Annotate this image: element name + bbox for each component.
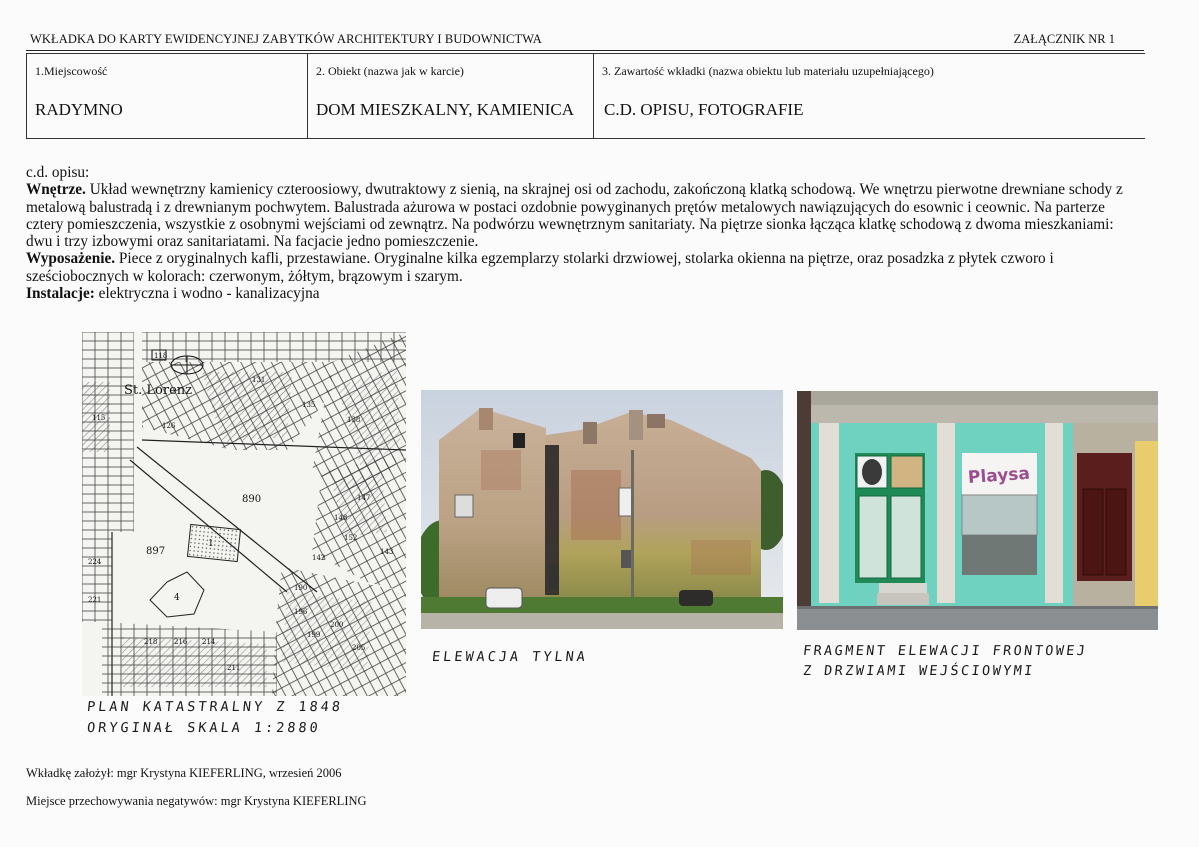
map-label: 1 <box>208 539 214 549</box>
installations-heading: Instalacje: <box>26 285 95 303</box>
front-elevation-photo <box>797 391 1158 630</box>
map-label: 216 <box>174 638 188 646</box>
field-value: C.D. OPISU, FOTOGRAFIE <box>604 100 804 119</box>
map-label: 199 <box>307 631 321 639</box>
map-label: 218 <box>144 638 158 646</box>
header-divider <box>26 50 1144 51</box>
annex-number: ZAŁĄCZNIK NR 1 <box>1013 32 1115 46</box>
rear-caption: ELEWACJA TYLNA <box>431 649 589 665</box>
equipment-text: Piece z oryginalnych kafli, przestawiane. Oryginalne kilka egzemplarzy stolarki drzwiowej, stolarka okienna na piętrze, oraz posadzka z płytek czworo i sześciobocznych w kolorach: czerwonym, żółtym, brązowym i szarym. <box>26 250 1054 285</box>
field-label: 3. Zawartość wkładki (nazwa obiektu lub materiału uzupełniającego) <box>602 64 934 78</box>
map-label: 190 <box>294 584 308 592</box>
map-label: 221 <box>88 596 102 604</box>
map-label: 897 <box>146 546 166 557</box>
field-contents <box>594 54 1145 138</box>
map-label: 148 <box>334 514 348 522</box>
front-caption-line2: Z DRZWIAMI WEJŚCIOWYMI <box>802 663 1036 679</box>
field-value: DOM MIESZKALNY, KAMIENICA <box>316 100 574 119</box>
description-intro: c.d. opisu: <box>26 164 90 181</box>
map-label: 4 <box>174 593 180 603</box>
equipment-heading: Wyposażenie. <box>26 250 116 268</box>
description <box>26 164 1136 302</box>
map-label: 115 <box>92 414 106 422</box>
interior-text: Układ wewnętrzny kamienicy czteroosiowy, dwutraktowy z sienią, na skrajnej osi od zachodu, zakończoną klatką schodową. We wnętrzu pierwotne drewniane schody z metalową balustradą i z drewnianym pochwytem. Balustrada ażurowa w postaci ozdobnie powyginanych prętów metalowych nawiązujących do esownic i ceownic. Na parterze cztery pomieszczenia, wszystkie z osobnymi wejściami od zewnątrz. Na podwórzu wewnętrznym sanitariaty. Na piętrze sionka łącząca klatkę schodową z dwoma mieszkaniami: dwu i trzy izbowymi oraz sanitariatami. Na facjacie jedno pomieszczenie. <box>26 181 1123 251</box>
map-parcel-1 <box>187 524 240 561</box>
equipment-paragraph <box>26 250 1136 285</box>
map-label: 152 <box>344 534 358 542</box>
installations-paragraph <box>26 285 1136 302</box>
map-label: 143 <box>380 548 394 556</box>
field-label: 1.Miejscowość <box>35 64 108 78</box>
interior-paragraph <box>26 181 1136 250</box>
map-label: St. Lorenz <box>124 383 192 398</box>
shop-sign-graffiti: Playsa <box>967 463 1031 488</box>
map-label: 211 <box>227 664 241 672</box>
map-label: 138 <box>347 416 361 424</box>
map-label: 126 <box>162 422 176 430</box>
interior-heading: Wnętrze. <box>26 181 86 199</box>
map-label: 147 <box>357 494 371 502</box>
rear-elevation-photo <box>421 390 783 629</box>
map-label: 200 <box>330 621 344 629</box>
map-label: 118 <box>154 352 168 360</box>
field-object <box>308 54 594 138</box>
map-caption-line1: PLAN KATASTRALNY Z 1848 <box>86 699 344 715</box>
installations-text: elektryczna i wodno - kanalizacyjna <box>94 285 320 303</box>
map-label: 135 <box>302 401 316 409</box>
negatives-location: Miejsce przechowywania negatywów: mgr Krystyna KIEFERLING <box>26 794 367 808</box>
map-left-blocks <box>82 332 134 622</box>
field-value: RADYMNO <box>35 100 123 119</box>
map-label: 205 <box>352 644 366 652</box>
field-label: 2. Obiekt (nazwa jak w karcie) <box>316 64 464 78</box>
map-label: 142 <box>312 554 326 562</box>
created-by: Wkładkę założył: mgr Krystyna KIEFERLING, wrzesień 2006 <box>26 766 342 780</box>
form-title: WKŁADKA DO KARTY EWIDENCYJNEJ ZABYTKÓW ARCHITEKTURY I BUDOWNICTWA <box>30 32 542 46</box>
cadastral-map <box>82 332 406 696</box>
map-label: 224 <box>88 558 102 566</box>
map-bottom-blocks <box>102 622 277 696</box>
field-locality <box>27 54 308 138</box>
fields-table <box>26 53 1145 139</box>
map-label: 214 <box>202 638 216 646</box>
map-label: 131 <box>252 376 266 384</box>
map-label: 890 <box>242 494 262 505</box>
map-label: 196 <box>294 608 308 616</box>
map-right-blocks <box>272 452 406 696</box>
front-caption-line1: FRAGMENT ELEWACJI FRONTOWEJ <box>802 643 1089 659</box>
map-caption-line2: ORYGINAŁ SKALA 1:2880 <box>86 720 322 736</box>
